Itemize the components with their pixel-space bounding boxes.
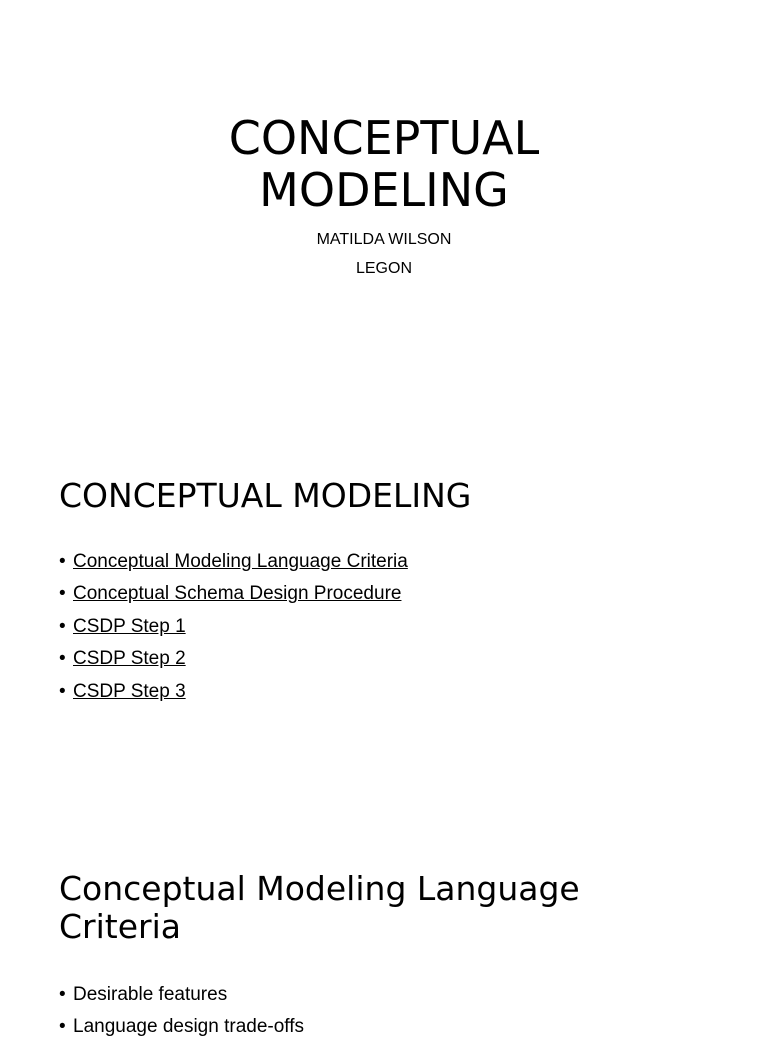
criteria-item: Desirable features	[73, 984, 228, 1005]
bullet-marker: •	[59, 680, 66, 702]
contents-link[interactable]: CSDP Step 1	[73, 615, 186, 637]
title-line-1: CONCEPTUAL	[228, 111, 540, 165]
criteria-heading	[59, 870, 739, 946]
list-item	[59, 678, 408, 710]
criteria-list	[59, 981, 304, 1046]
list-item	[59, 981, 304, 1013]
criteria-item: Language design trade-offs	[73, 1016, 304, 1038]
list-item	[59, 613, 408, 645]
list-item	[59, 1013, 304, 1045]
contents-link[interactable]: CSDP Step 2	[73, 648, 186, 670]
title-line-2: MODELING	[259, 163, 509, 217]
bullet-marker: •	[59, 1016, 66, 1038]
bullet-marker: •	[59, 615, 66, 637]
contents-link[interactable]: Conceptual Modeling Language Criteria	[73, 551, 408, 572]
list-item	[59, 580, 408, 612]
bullet-marker: •	[59, 984, 66, 1005]
author-location: LEGON	[355, 260, 412, 277]
contents-list	[59, 548, 408, 710]
contents-heading: CONCEPTUAL MODELING	[59, 476, 472, 515]
list-item	[59, 645, 408, 677]
contents-link[interactable]: CSDP Step 3	[73, 680, 186, 702]
criteria-heading-line-1: Conceptual Modeling Language	[59, 869, 580, 908]
criteria-heading-line-2: Criteria	[59, 907, 181, 946]
contents-link[interactable]: Conceptual Schema Design Procedure	[73, 583, 402, 605]
bullet-marker: •	[59, 551, 66, 572]
title-slide-heading	[0, 112, 768, 216]
list-item	[59, 548, 408, 580]
bullet-marker: •	[59, 583, 66, 605]
bullet-marker: •	[59, 648, 66, 670]
author-name: MATILDA WILSON	[316, 231, 452, 248]
